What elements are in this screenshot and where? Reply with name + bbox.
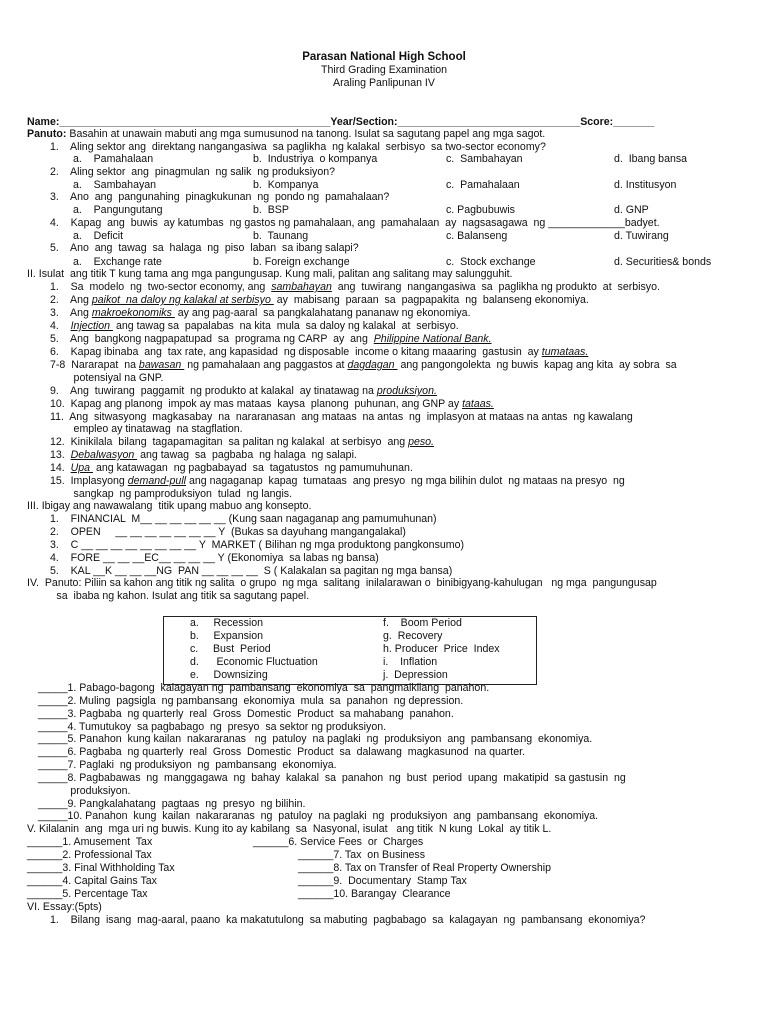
choice-i: i. Inflation — [383, 656, 438, 668]
tf-item-9: 9. Ang tuwirang paggamit ng produkto at kalakal ay tinatawag na produksiyon. — [50, 385, 437, 397]
underlined-term: makroekonomiks — [91, 307, 175, 319]
q4: 4. Kapag ang buwis ay katumbas ng gastos ng pamahalaan, ang pamahalaan ay nagsasagawa ng _____________badyet. — [50, 217, 660, 229]
match-item-6: _____6. Pagbaba ng quarterly real Gross Domestic Product sa dalawang magkasunod na quarter. — [38, 746, 526, 758]
q3-d: d. GNP — [614, 204, 649, 216]
match-item-8-cont: produksiyon. — [38, 785, 131, 797]
q1-b: b. Industriya o kompanya — [253, 153, 378, 165]
choice-e: e. Downsizing — [190, 669, 268, 681]
q3: 3. Ano ang pangunahing pinagkukunan ng pondo ng pamahalaan? — [50, 191, 390, 203]
info-line — [27, 117, 654, 128]
tf-item-1: 1. Sa modelo ng two-sector economy, ang sambahayan ang tuwirang nangangasiwa sa paglikha ng produkto at serbisyo. — [50, 281, 660, 293]
subject-title: Araling Panlipunan IV — [333, 77, 435, 89]
concept-item-2: 2. OPEN __ __ __ __ __ __ __ Y (Bukas sa dayuhang mangangalakal) — [50, 526, 406, 538]
concept-item-1: 1. FINANCIAL M__ __ __ __ __ __ (Kung saan nagaganap ang pamumuhunan) — [50, 513, 437, 525]
q3-b: b. BSP — [253, 204, 289, 216]
match-item-7: _____7. Paglaki ng produksiyon ng pambansang ekonomiya. — [38, 759, 337, 771]
tf-item-6: 6. Kapag ibinaba ang tax rate, ang kapasidad ng disposable income o kitang maaaring gastusin ay tumataas. — [50, 346, 589, 358]
q5-b: b. Foreign exchange — [253, 256, 350, 268]
tf-item-15: 15. Implasyong demand-pull ang nagaganap kapag tumataas ang presyo ng mga bilihin dulot ng mataas na presyo ng — [50, 475, 625, 487]
tf-item-12: 12. Kinikilala bilang tagapamagitan sa palitan ng kalakal at serbisyo ang peso. — [50, 436, 434, 448]
q4-d: d. Tuwirang — [614, 230, 669, 242]
underlined-term: bawasan — [138, 359, 185, 371]
choice-h: h. Producer Price Index — [383, 643, 500, 655]
underlined-term: dagdagan — [347, 359, 398, 371]
essay-item-1: 1. Bilang isang mag-aaral, paano ka makatutulong sa mabuting pagbabago sa kalagayan ng pambansang ekonomiya? — [50, 914, 646, 926]
part2-heading: II. Isulat ang titik T kung tama ang mga pangungusap. Kung mali, palitan ang salitang may salungguhit. — [27, 268, 513, 280]
q1: 1. Aling sektor ang direktang nangangasiwa sa paglikha ng kalakal serbisyo sa two-sector economy? — [50, 141, 546, 153]
underlined-term: produksiyon. — [376, 385, 437, 397]
part4-heading: IV. Panuto: Piliin sa kahon ang titik ng salita o grupo ng mga salitang inilalarawan o binibigyang-kahulugan ng mga pangungusap — [27, 577, 657, 589]
match-item-4: _____4. Tumutukoy sa pagbabago ng presyo sa sektor ng produksiyon. — [38, 721, 387, 733]
tax-item-4: ______4. Capital Gains Tax — [27, 875, 157, 887]
part6-heading: VI. Essay:(5pts) — [27, 901, 102, 913]
q4-a: a. Deficit — [73, 230, 124, 242]
q5-a: a. Exchange rate — [73, 256, 162, 268]
q2-a: a. Sambahayan — [73, 179, 157, 191]
q4-c: c. Balanseng — [446, 230, 508, 242]
tax-item-3: ______3. Final Withholding Tax — [27, 862, 175, 874]
q2-d: d. Institusyon — [614, 179, 677, 191]
tax-item-5: ______5. Percentage Tax — [27, 888, 148, 900]
tf-item-3: 3. Ang makroekonomiks ay ang pag-aaral sa pangkalahatang pananaw ng ekonomiya. — [50, 307, 471, 319]
tf-item-10: 10. Kapag ang planong impok ay mas mataas kaysa planong puhunan, ang GNP ay tataas. — [50, 398, 494, 410]
q5-d: d. Securities& bonds — [614, 256, 712, 268]
underlined-term: Debalwasyon — [70, 449, 138, 461]
underlined-term: demand-pull — [127, 475, 187, 487]
tf-item-11: 11. Ang sitwasyong magkasabay na nararanasan ang mataas na antas ng implasyon at mataas na antas ng kawalang — [50, 411, 633, 423]
score-label: Score: — [580, 116, 614, 128]
tax-item-6: ______6. Service Fees or Charges — [253, 836, 424, 848]
choice-c: c. Bust Period — [190, 643, 271, 655]
q3-c: c. Pagbubuwis — [446, 204, 515, 216]
q5-c: c. Stock exchange — [446, 256, 536, 268]
tax-item-8: ______8. Tax on Transfer of Real Property Ownership — [298, 862, 552, 874]
match-item-9: _____9. Pangkalahatang pagtaas ng presyo ng bilihin. — [38, 798, 306, 810]
choice-b: b. Expansion — [190, 630, 264, 642]
tax-item-7: ______7. Tax on Business — [298, 849, 426, 861]
match-item-2: _____2. Muling pagsigla ng pambansang ekonomiya mula sa panahon ng depression. — [38, 695, 464, 707]
exam-title: Third Grading Examination — [320, 64, 447, 76]
q2: 2. Aling sektor ang pinagmulan ng salik ng produksiyon? — [50, 166, 336, 178]
q2-b: b. Kompanya — [253, 179, 319, 191]
panuto-1 — [27, 129, 545, 140]
match-item-10: _____10. Panahon kung kailan nakararanas ng patuloy na paglaki ng produksiyon ang pambansang ekonomiya. — [38, 810, 599, 822]
concept-item-4: 4. FORE __ __ __EC__ __ __ __ Y (Ekonomiya sa labas ng bansa) — [50, 552, 379, 564]
name-blank: ______________________________________________ — [59, 116, 331, 128]
concept-item-3: 3. C __ __ __ __ __ __ __ __ Y MARKET ( Bilihan ng mga produktong pangkonsumo) — [50, 539, 465, 551]
tax-item-9: ______9. Documentary Stamp Tax — [298, 875, 467, 887]
part5-heading: V. Kilalanin ang mga uri ng buwis. Kung ito ay kabilang sa Nasyonal, isulat ang titik N kung Lokal ay titik L. — [27, 823, 552, 835]
year-label: Year/Section: — [330, 116, 398, 128]
tf-item-14: 14. Upa ang katawagan ng pagbabayad sa tagatustos ng pamumuhunan. — [50, 462, 413, 474]
underlined-term: tataas. — [462, 398, 494, 410]
concept-item-5: 5. KAL __K __ __ __NG PAN __ __ __ __ S ( Kalakalan sa pagitan ng mga bansa) — [50, 565, 453, 577]
underlined-term: Upa — [70, 462, 94, 474]
underlined-term: tumataas. — [541, 346, 589, 358]
part3-heading: III. Ibigay ang nawawalang titik upang mabuo ang konsepto. — [27, 500, 312, 512]
match-item-3: _____3. Pagbaba ng quarterly real Gross Domestic Product sa mahabang panahon. — [38, 708, 454, 720]
choice-a: a. Recession — [190, 617, 264, 629]
choice-f: f. Boom Period — [383, 617, 462, 629]
panuto-text: Basahin at unawain mabuti ang mga sumusunod na tanong. Isulat sa sagutang papel ang mga sagot. — [66, 128, 546, 140]
tf-item-13: 13. Debalwasyon ang tawag sa pagbaba ng halaga ng salapi. — [50, 449, 357, 461]
score-blank: _______ — [613, 116, 655, 128]
underlined-term: Injection — [70, 320, 114, 332]
underlined-term: Philippine National Bank. — [373, 333, 492, 345]
tax-item-2: ______2. Professional Tax — [27, 849, 152, 861]
tf-item-11-cont: empleo ay tinatawag na stagflation. — [50, 423, 243, 435]
tf-item-15-cont: sangkap ng pamproduksiyon tulad ng langis. — [50, 488, 293, 500]
tf-item-2: 2. Ang paikot na daloy ng kalakal at serbisyo ay mabisang paraan sa pagpapakita ng balanseng ekonomiya. — [50, 294, 589, 306]
tax-item-1: ______1. Amusement Tax — [27, 836, 153, 848]
match-item-8: _____8. Pagbabawas ng manggagawa ng bahay kalakal sa panahon ng bust period upang makatipid sa gastusin ng — [38, 772, 626, 784]
underlined-term: peso. — [408, 436, 434, 448]
tf-item-4: 4. Injection ang tawag sa papalabas na kita mula sa daloy ng kalakal at serbisyo. — [50, 320, 459, 332]
q1-d: d. Ibang bansa — [614, 153, 688, 165]
tf-item-7-8: 7-8 Nararapat na bawasan ng pamahalaan ang paggastos at dagdagan ang pangongolekta ng buwis kapag ang kita ay sobra sa — [50, 359, 677, 371]
match-item-5: _____5. Panahon kung kailan nakararanas ng patuloy na paglaki ng produksiyon ang pambansang ekonomiya. — [38, 733, 593, 745]
underlined-term: sambahayan — [271, 281, 332, 293]
tf-item-5: 5. Ang bangkong nagpapatupad sa programa ng CARP ay ang Philippine National Bank. — [50, 333, 492, 345]
school-name: Parasan National High School — [302, 51, 466, 63]
q1-c: c. Sambahayan — [446, 153, 523, 165]
panuto-label: Panuto: — [27, 128, 67, 140]
q1-a: a. Pamahalaan — [73, 153, 154, 165]
underlined-term: paikot na daloy ng kalakal at serbisyo — [91, 294, 274, 306]
choice-d: d. Economic Fluctuation — [190, 656, 318, 668]
choice-g: g. Recovery — [383, 630, 443, 642]
q4-b: b. Taunang — [253, 230, 309, 242]
match-item-1: _____1. Pabago-bagong kalagayan ng pambansang ekonomiya sa pangmaikliang panahon. — [38, 682, 490, 694]
tf-item-7-8-cont: potensiyal na GNP. — [50, 372, 164, 384]
q3-a: a. Pangungutang — [73, 204, 163, 216]
name-label: Name: — [27, 116, 60, 128]
q2-c: c. Pamahalaan — [446, 179, 520, 191]
part4-heading-cont: sa ibaba ng kahon. Isulat ang titik sa sagutang papel. — [27, 590, 310, 602]
year-blank: _______________________________ — [397, 116, 581, 128]
q5: 5. Ano ang tawag sa halaga ng piso laban sa ibang salapi? — [50, 242, 359, 254]
tax-item-10: ______10. Barangay Clearance — [298, 888, 451, 900]
choice-j: j. Depression — [383, 669, 448, 681]
